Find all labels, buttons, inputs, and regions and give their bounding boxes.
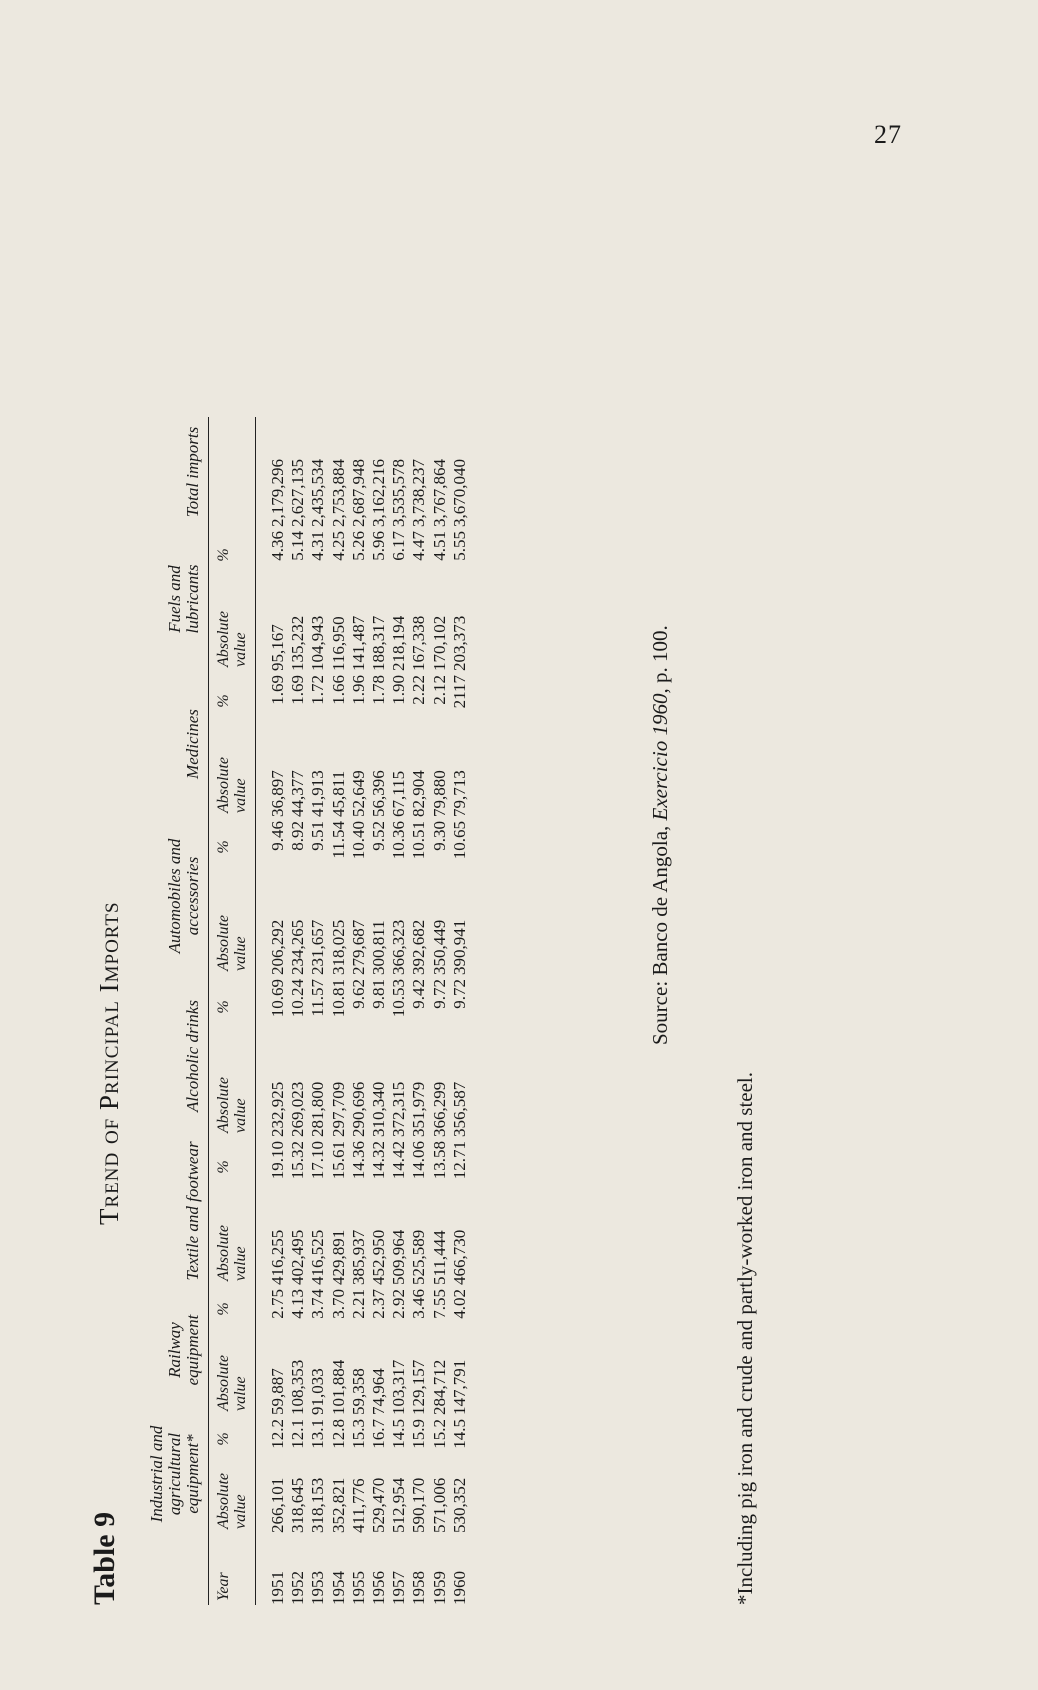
footnote: *Including pig iron and crude and partly-worked iron and steel. [733,1071,757,1605]
table-cell: 7.55 [429,1289,449,1319]
table-cell: 429,891 [328,1229,348,1285]
table-cell: 452,950 [369,1229,389,1285]
table-cell: 9.62 [348,979,368,1009]
subheader-percent: % [209,1415,256,1463]
group-header: Alcoholic drinks [148,975,209,1137]
table-cell: 1.78 [369,675,389,705]
table-cell: 9.72 [429,979,449,1009]
page-number: 27 [874,120,902,149]
rotated-table-area [88,45,828,1605]
table-cell: 11.54 [328,821,348,859]
table-cell: 36,897 [268,770,287,817]
table-cell: 3,670,040 [449,459,469,527]
table-cell: 44,377 [288,770,308,817]
table-cell: 3,738,237 [409,459,429,527]
data-column [256,731,470,817]
table-cell: 390,941 [449,919,469,975]
table-cell: 9.42 [409,979,429,1009]
table-cell: 14.32 [369,1141,389,1180]
table-cell: 79,713 [449,770,469,817]
table-cell: 188,317 [369,615,389,671]
table-cell: 5.26 [348,531,368,561]
table-cell: 13.58 [429,1141,449,1180]
year-cell: 1951 [268,1571,287,1605]
table-cell: 116,950 [328,616,348,671]
table-cell: 141,487 [348,615,368,671]
table-cell: 231,657 [308,919,328,975]
table-cell: 2.92 [389,1289,409,1319]
table-cell: 9.52 [369,821,389,851]
table-cell: 101,884 [328,1359,348,1415]
year-cell: 1960 [449,1571,469,1605]
subheader-percent: % [209,527,256,583]
table-cell: 12.71 [449,1141,469,1180]
group-header: Textile and footwear [148,1137,209,1285]
group-header: Railway equipment [148,1285,209,1415]
table-cell: 1.72 [308,675,328,705]
table-cell: 79,880 [429,770,449,817]
table-cell: 170,102 [429,615,449,671]
table-cell: 2.37 [369,1289,389,1319]
source-title: Exercicio 1960, [648,688,672,821]
data-column [256,1285,470,1333]
table-cell: 10.24 [288,979,308,1018]
table-cell: 10.36 [389,821,409,860]
table-cell: 366,323 [389,919,409,975]
table-cell: 511,444 [429,1230,449,1285]
table-cell: 234,265 [288,919,308,975]
table-cell: 416,525 [308,1229,328,1285]
table-title: Trend of Principal Imports [94,901,124,1225]
table-cell: 318,153 [308,1477,328,1533]
table-cell: 14.5 [449,1419,469,1449]
table-cell: 466,730 [449,1229,469,1285]
table-cell: 5.55 [449,531,469,561]
table-cell: 266,101 [268,1477,287,1533]
data-column [256,527,470,583]
table-cell: 416,255 [268,1229,287,1285]
group-header: Automobiles and accessories [148,817,209,975]
table-cell: 3,535,578 [389,459,409,527]
table-cell: 512,954 [389,1477,409,1533]
group-header: Total imports [148,417,209,527]
table-cell: 300,811 [369,920,389,975]
table-cell: 372,315 [389,1081,409,1137]
table-cell: 56,396 [369,770,389,817]
table-cell: 2,753,884 [328,459,348,527]
table-cell: 14.36 [348,1141,368,1180]
table-cell: 10.40 [348,821,368,860]
table-cell: 67,115 [389,770,409,817]
table-cell: 129,157 [409,1359,429,1415]
source-prefix: Source: Banco de Angola, [648,820,672,1045]
data-column [256,583,470,671]
table-cell: 281,800 [308,1081,328,1137]
data-column [256,417,470,527]
table-cell: 9.30 [429,821,449,851]
table-cell: 402,495 [288,1229,308,1285]
table-cell: 10.53 [389,979,409,1018]
table-cell: 15.9 [409,1419,429,1449]
table-cell: 3.74 [308,1289,328,1319]
source-suffix: p. 100. [648,625,672,689]
table-cell: 1.69 [268,675,287,705]
data-column [256,817,470,877]
year-cell: 1959 [429,1571,449,1605]
table-cell: 10.65 [449,821,469,860]
table-cell: 1.96 [348,675,368,705]
table-cell: 13.1 [308,1419,328,1449]
table-cell: 2,435,534 [308,459,328,527]
data-column [256,975,470,1039]
table-cell: 9.81 [369,979,389,1009]
source-note [648,625,673,1045]
data-column [256,1333,470,1415]
table-cell: 104,943 [308,615,328,671]
table-cell: 15.61 [328,1141,348,1180]
subheader-percent: % [209,1285,256,1333]
table-cell: 3.46 [409,1289,429,1319]
subheader-absolute: Absolute value [209,877,256,975]
year-cell: 1952 [288,1571,308,1605]
year-cell: 1957 [389,1571,409,1605]
table-cell: 203,373 [449,615,469,671]
table-cell: 15.2 [429,1419,449,1449]
subheader-absolute: Absolute value [209,1197,256,1285]
table-cell: 2,627,135 [288,459,308,527]
table-cell: 17.10 [308,1141,328,1180]
table-cell: 2.21 [348,1289,368,1319]
table-cell: 279,687 [348,919,368,975]
data-column [256,1415,470,1463]
table-cell: 147,791 [449,1359,469,1415]
table-cell: 310,340 [369,1081,389,1137]
table-cell: 5.96 [369,531,389,561]
table-cell: 3,162,216 [369,459,389,527]
table-cell: 3.70 [328,1289,348,1319]
table-cell: 10.51 [409,821,429,860]
table-cell: 2117 [449,675,469,709]
table-cell: 392,682 [409,919,429,975]
table-cell: 2.12 [429,675,449,705]
table-cell: 2,687,948 [348,459,368,527]
table-cell: 5.14 [288,531,308,561]
table-cell: 10.81 [328,979,348,1018]
table-cell: 284,712 [429,1359,449,1415]
table-cell: 4.31 [308,531,328,561]
subheader-absolute: Absolute value [209,731,256,817]
table-cell: 15.32 [288,1141,308,1180]
table-cell: 14.5 [389,1419,409,1449]
table-cell: 350,449 [429,919,449,975]
header-year-spacer [148,1533,209,1605]
table-cell: 103,317 [389,1359,409,1415]
table-cell: 6.17 [389,531,409,561]
table-cell: 3,767,864 [429,459,449,527]
table-cell: 2,179,296 [268,459,287,527]
table-cell: 269,023 [288,1081,308,1137]
table-cell: 12.1 [288,1419,308,1449]
table-cell: 356,587 [449,1081,469,1137]
table-cell: 290,696 [348,1081,368,1137]
table-cell: 15.3 [348,1419,368,1449]
table-cell: 385,937 [348,1229,368,1285]
data-column [256,1197,470,1285]
subheader-absolute: Absolute value [209,583,256,671]
table-cell: 1.66 [328,675,348,705]
table-cell: 4.36 [268,531,287,561]
table-cell: 95,167 [268,624,287,671]
table-cell: 590,170 [409,1477,429,1533]
table-cell: 509,964 [389,1229,409,1285]
subheader-absolute: Absolute value [209,1333,256,1415]
year-column [256,1533,470,1605]
table-cell: 52,649 [348,770,368,817]
data-column [256,1463,470,1533]
table-cell: 4.51 [429,531,449,561]
subheader-total-spacer [209,417,256,527]
table-cell: 571,006 [429,1477,449,1533]
table-cell: 167,338 [409,615,429,671]
table-cell: 1.90 [389,675,409,705]
table-cell: 12.2 [268,1419,287,1449]
year-cell: 1955 [348,1571,368,1605]
data-column [256,1137,470,1197]
table-cell: 91,033 [308,1368,328,1415]
table-cell: 529,470 [369,1477,389,1533]
subheader-percent: % [209,817,256,877]
table-cell: 11.57 [308,979,328,1017]
table-cell: 318,645 [288,1477,308,1533]
table-cell: 206,292 [268,919,287,975]
table-cell: 2.75 [268,1289,287,1319]
table-cell: 4.47 [409,531,429,561]
table-cell: 9.51 [308,821,328,851]
table-cell: 4.25 [328,531,348,561]
table-cell: 1.69 [288,675,308,705]
table-cell: 318,025 [328,919,348,975]
table-cell: 352,821 [328,1477,348,1533]
table-cell: 351,979 [409,1081,429,1137]
table-cell: 525,589 [409,1229,429,1285]
group-header: Medicines [148,671,209,817]
group-header: Industrial and agricultural equipment* [148,1415,209,1533]
table-cell: 45,811 [328,770,348,817]
table-cell: 82,904 [409,770,429,817]
table-cell: 297,709 [328,1081,348,1137]
table-cell: 14.06 [409,1141,429,1180]
subheader-percent: % [209,1137,256,1197]
table-cell: 108,353 [288,1359,308,1415]
data-column [256,877,470,975]
table-cell: 4.13 [288,1289,308,1319]
table-cell: 2.22 [409,675,429,705]
year-cell: 1954 [328,1571,348,1605]
subheader-absolute: Absolute value [209,1039,256,1137]
data-column [256,671,470,731]
year-cell: 1956 [369,1571,389,1605]
table-cell: 135,232 [288,615,308,671]
data-column [256,1039,470,1137]
year-cell: 1953 [308,1571,328,1605]
table-cell: 9.46 [268,821,287,851]
table-cell: 10.69 [268,979,287,1018]
table-cell: 59,358 [348,1368,368,1415]
year-header: Year [209,1533,256,1605]
table-cell: 41,913 [308,770,328,817]
table-cell: 366,299 [429,1081,449,1137]
table-cell: 12.8 [328,1419,348,1449]
group-header: Fuels and lubricants [148,527,209,671]
table-cell: 16.7 [369,1419,389,1449]
table-cell: 74,964 [369,1368,389,1415]
table-cell: 19.10 [268,1141,287,1180]
table-cell: 4.02 [449,1289,469,1319]
table-cell: 232,925 [268,1081,287,1137]
table-label: Table 9 [88,1511,121,1605]
year-cell: 1958 [409,1571,429,1605]
table-cell: 411,776 [348,1478,368,1533]
imports-table [148,417,470,1605]
table-cell: 218,194 [389,615,409,671]
subheader-percent: % [209,671,256,731]
subheader-percent: % [209,975,256,1039]
table-cell: 59,887 [268,1368,287,1415]
table-cell: 14.42 [389,1141,409,1180]
subheader-absolute: Absolute value [209,1463,256,1533]
table-cell: 530,352 [449,1477,469,1533]
table-cell: 9.72 [449,979,469,1009]
table-cell: 8.92 [288,821,308,851]
